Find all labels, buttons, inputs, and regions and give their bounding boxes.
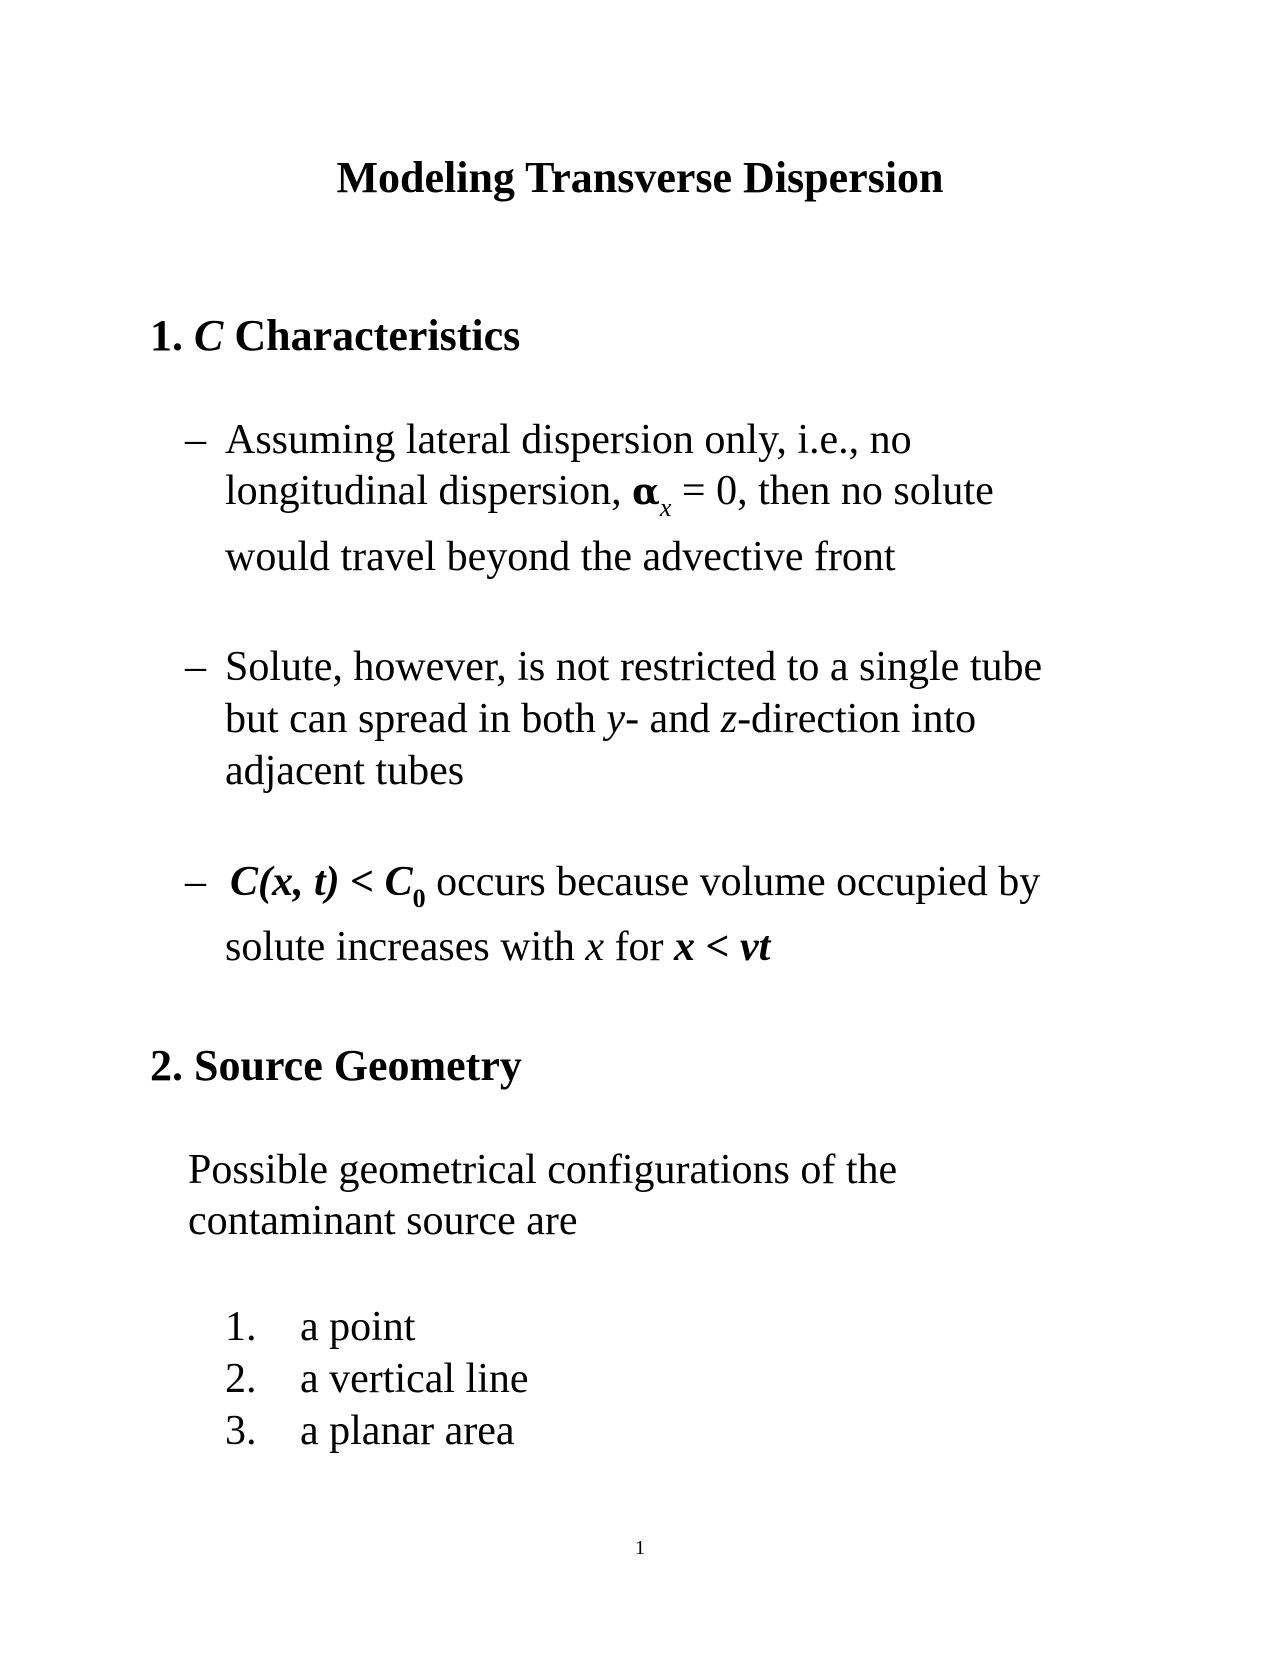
bullet-1-marker: –	[185, 417, 206, 463]
section-2-heading	[150, 1036, 522, 1096]
bullet-3-line-1	[230, 855, 1040, 914]
bullet-1-line-2-pre: longitudinal dispersion,	[225, 468, 622, 514]
y-variable: y	[606, 696, 626, 742]
bullet-3-line-2-pre: solute increases with	[225, 924, 575, 970]
bullet-2-line-2-c: -direction into	[737, 696, 977, 742]
alpha-symbol: α	[632, 471, 660, 513]
page-number: 1	[635, 1537, 645, 1559]
list-item-1-number: 1.	[225, 1304, 257, 1350]
section-1-number: 1.	[150, 311, 183, 360]
bullet-3-line-2	[225, 920, 770, 974]
section-2-label: Source Geometry	[194, 1041, 522, 1090]
section-1-heading	[150, 306, 520, 366]
section-2-number: 2.	[150, 1041, 183, 1090]
bullet-2-line-2-a: but can spread in both	[225, 696, 596, 742]
list-item-2-text: a vertical line	[300, 1356, 529, 1402]
bullet-2-line-2-b: - and	[625, 696, 711, 742]
x-less-vt-expression: x < vt	[674, 924, 771, 970]
bullet-1-line-2-post: , then no solute	[737, 468, 994, 514]
z-variable: z	[720, 696, 738, 742]
bullet-1-line-2	[225, 464, 994, 523]
section-2-intro-line-1: Possible geometrical configurations of the	[188, 1147, 898, 1193]
bullet-2-line-3: adjacent tubes	[225, 748, 465, 794]
bullet-3-line-2-for: for	[614, 924, 664, 970]
concentration-subscript: 0	[412, 884, 426, 913]
list-item-2-number: 2.	[225, 1356, 257, 1402]
alpha-subscript: x	[659, 493, 672, 522]
x-variable: x	[585, 924, 605, 970]
bullet-2-marker: –	[185, 644, 206, 690]
bullet-1-line-1: Assuming lateral dispersion only, i.e., no	[225, 417, 912, 463]
bullet-2-line-1: Solute, however, is not restricted to a single tube	[225, 644, 1043, 690]
bullet-3-marker: –	[185, 859, 206, 905]
concentration-expression: C(x, t) < C	[230, 859, 413, 905]
page-title: Modeling Transverse Dispersion	[336, 153, 944, 202]
bullet-3-line-1-post: occurs because volume occupied by	[436, 859, 1041, 905]
list-item-3-number: 3.	[225, 1408, 257, 1454]
bullet-1-line-3: would travel beyond the advective front	[225, 534, 896, 580]
section-1-label: Characteristics	[234, 311, 521, 360]
equals-zero: = 0	[681, 468, 738, 514]
list-item-3-text: a planar area	[300, 1408, 515, 1454]
section-1-symbol: C	[194, 311, 224, 360]
section-2-intro-line-2: contaminant source are	[188, 1198, 578, 1244]
bullet-2-line-2	[225, 692, 976, 746]
list-item-1-text: a point	[300, 1304, 416, 1350]
